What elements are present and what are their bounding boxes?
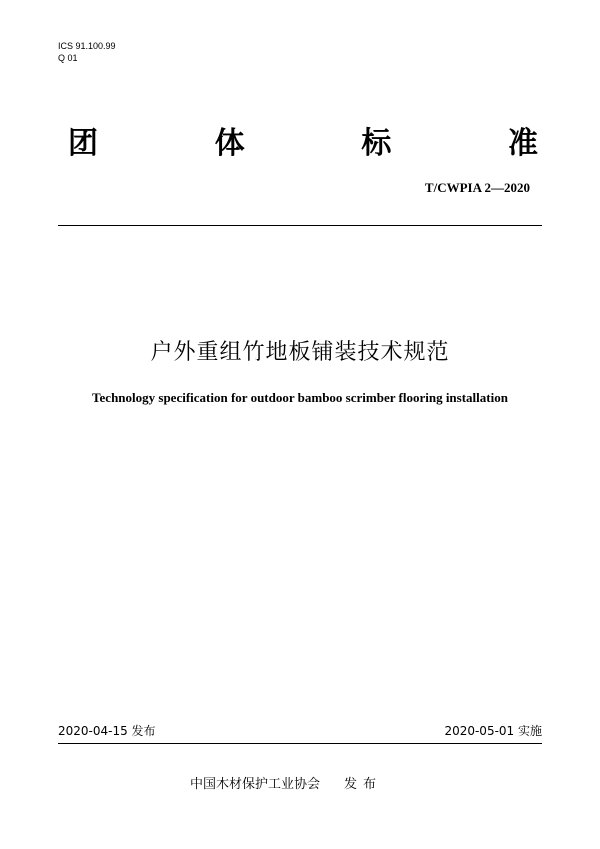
title-char-1: 团: [68, 126, 98, 161]
bottom-divider: [58, 743, 542, 744]
issue-label: 发布: [344, 777, 383, 792]
document-title-english: Technology specification for outdoor bamboo scrimber flooring installation: [92, 390, 508, 405]
implement-date: 2020-05-01 实施: [444, 724, 542, 738]
standard-type-title: [68, 124, 538, 164]
standard-number: T/CWPIA 2—2020: [424, 180, 530, 195]
title-char-3: 标: [361, 126, 392, 161]
document-title-chinese: 户外重组竹地板铺装技术规范: [150, 340, 450, 365]
title-char-2: 体: [214, 126, 245, 161]
title-char-4: 准: [507, 126, 538, 161]
classification-block: [58, 40, 116, 64]
ccs-code: Q 01: [58, 53, 78, 63]
publisher-name: 中国木材保护工业协会: [190, 777, 321, 792]
top-divider: [58, 225, 542, 226]
publish-date: 2020-04-15 发布: [58, 724, 156, 738]
publisher-line: [190, 773, 382, 792]
ics-code: ICS 91.100.99: [58, 41, 116, 51]
